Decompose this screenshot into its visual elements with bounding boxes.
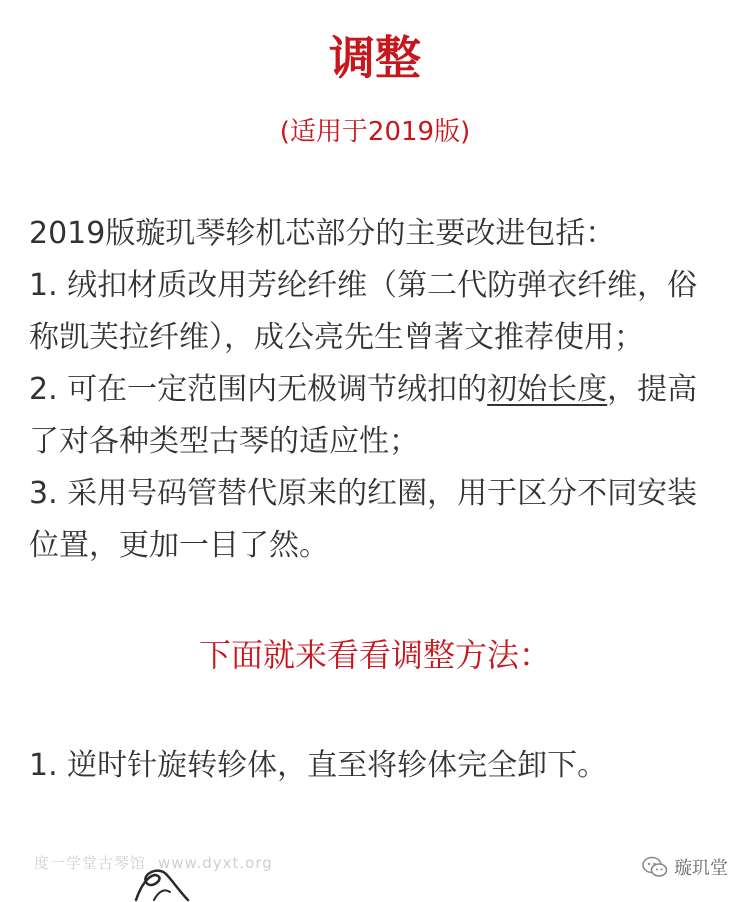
improvement-item-2-text-a: 2. 可在一定范围内无极调节绒扣的: [29, 372, 488, 407]
adjustment-heading: 下面就来看看调整方法：: [198, 636, 551, 674]
improvements-section: [29, 208, 709, 572]
improvement-item-1: 1. 绒扣材质改用芳纶纤维（第二代防弹衣纤维，俗称凯芙拉纤维），成公亮先生曾著文推荐使用；: [29, 268, 698, 355]
improvement-item-2: [29, 364, 709, 468]
improvement-item-3: 3. 采用号码管替代原来的红圈，用于区分不同安装位置，更加一目了然。: [29, 476, 698, 563]
account-watermark: [642, 852, 728, 882]
improvement-item-2-text-b: ，提高了对各种类型古琴的适应性；: [29, 372, 698, 459]
intro-lead: 2019版璇玑琴轸机芯部分的主要改进包括：: [29, 216, 616, 251]
cord-illustration: [128, 862, 192, 902]
step-1: 1. 逆时针旋转轸体，直至将轸体完全卸下。: [29, 748, 608, 783]
site-name: 度一学堂古琴馆: [34, 854, 147, 872]
account-name: 璇玑堂: [674, 858, 728, 879]
initial-length-term: 初始长度: [487, 372, 608, 407]
site-url: www.dyxt.org: [158, 854, 273, 872]
page-title: 调整: [329, 31, 421, 85]
wechat-icon: [642, 856, 668, 878]
page-subtitle: (适用于2019版): [279, 117, 471, 147]
